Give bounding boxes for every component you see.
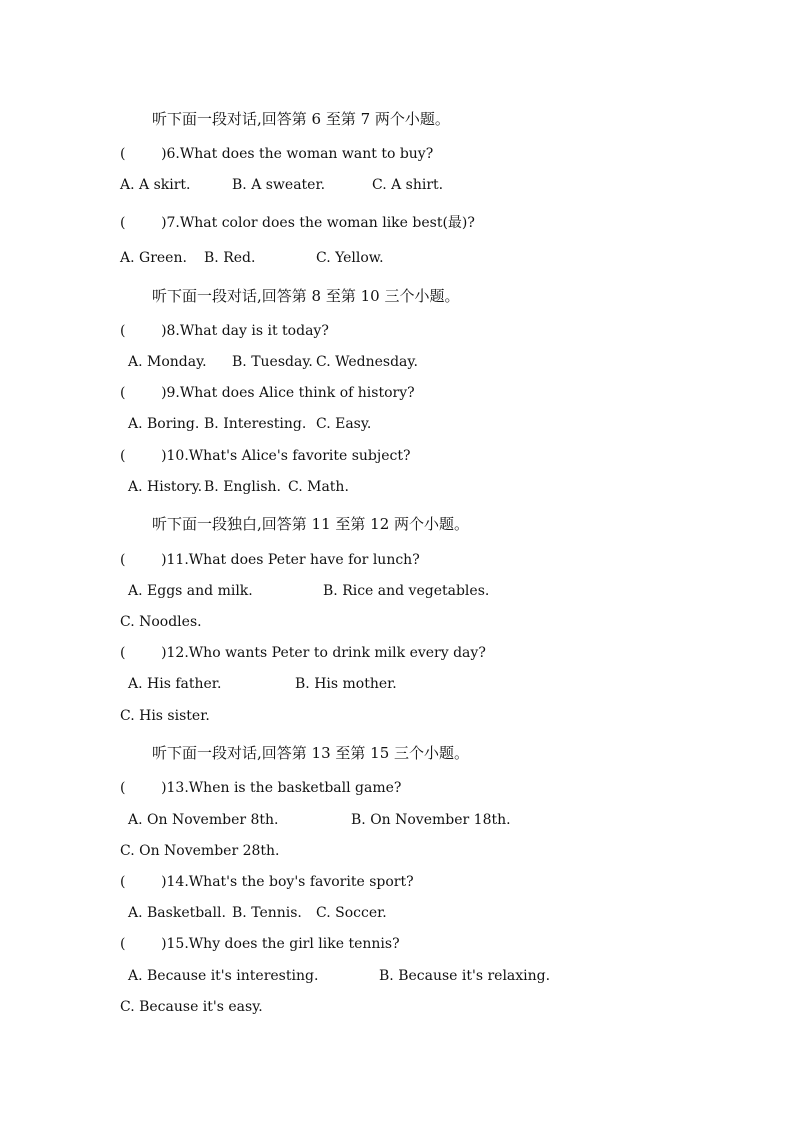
option-6c: C. A shirt.: [372, 177, 444, 193]
option-7c: C. Yellow.: [316, 250, 384, 266]
option-10b: B. English.: [204, 479, 281, 495]
question-14: ( )14.What's the boy's favorite sport?: [120, 874, 414, 890]
option-8c: C. Wednesday.: [316, 354, 418, 370]
option-11c: C. Noodles.: [120, 614, 202, 630]
option-12c: C. His sister.: [120, 708, 210, 724]
section-heading: 听下面一段对话,回答第 8 至第 10 三个小题。: [152, 287, 460, 305]
option-13b: B. On November 18th.: [351, 812, 511, 828]
question-9: ( )9.What does Alice think of history?: [120, 385, 415, 401]
option-12a: A. His father.: [128, 676, 222, 692]
option-9a: A. Boring.: [128, 416, 200, 432]
question-6: ( )6.What does the woman want to buy?: [120, 146, 434, 162]
option-15c: C. Because it's easy.: [120, 999, 263, 1015]
option-9c: C. Easy.: [316, 416, 372, 432]
option-6b: B. A sweater.: [232, 177, 326, 193]
option-7a: A. Green.: [120, 250, 187, 266]
question-11: ( )11.What does Peter have for lunch?: [120, 552, 420, 568]
option-15a: A. Because it's interesting.: [128, 968, 319, 984]
section-heading: 听下面一段对话,回答第 6 至第 7 两个小题。: [152, 110, 450, 128]
option-15b: B. Because it's relaxing.: [379, 968, 551, 984]
option-6a: A. A skirt.: [120, 177, 191, 193]
option-11b: B. Rice and vegetables.: [323, 583, 490, 599]
section-heading: 听下面一段独白,回答第 11 至第 12 两个小题。: [152, 515, 470, 533]
option-14c: C. Soccer.: [316, 905, 387, 921]
option-14a: A. Basketball.: [128, 905, 226, 921]
question-12: ( )12.Who wants Peter to drink milk every day?: [120, 645, 486, 661]
option-8a: A. Monday.: [128, 354, 207, 370]
option-7b: B. Red.: [204, 250, 256, 266]
question-10: ( )10.What's Alice's favorite subject?: [120, 448, 411, 464]
question-13: ( )13.When is the basketball game?: [120, 780, 402, 796]
option-14b: B. Tennis.: [232, 905, 302, 921]
question-15: ( )15.Why does the girl like tennis?: [120, 936, 400, 952]
question-7: ( )7.What color does the woman like best(最)?: [120, 215, 475, 231]
option-10a: A. History.: [128, 479, 203, 495]
section-heading: 听下面一段对话,回答第 13 至第 15 三个小题。: [152, 744, 470, 762]
option-10c: C. Math.: [288, 479, 349, 495]
question-8: ( )8.What day is it today?: [120, 323, 329, 339]
option-9b: B. Interesting.: [204, 416, 307, 432]
option-8b: B. Tuesday.: [232, 354, 313, 370]
option-12b: B. His mother.: [295, 676, 397, 692]
option-13a: A. On November 8th.: [128, 812, 279, 828]
option-11a: A. Eggs and milk.: [128, 583, 253, 599]
option-13c: C. On November 28th.: [120, 843, 280, 859]
